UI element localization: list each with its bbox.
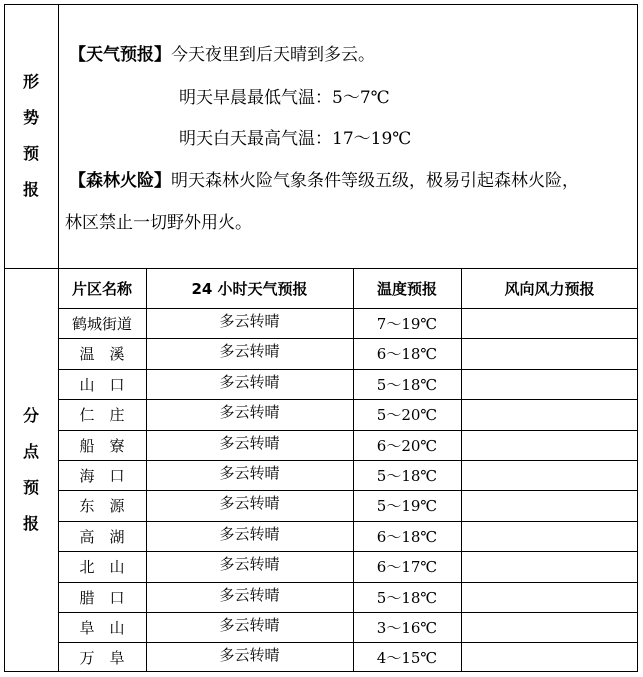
row-weather: 多云转晴 [219, 342, 280, 360]
situation-label-char: 预 [22, 144, 39, 163]
row-wind [461, 490, 638, 520]
header-area-name: 片区名称 [71, 279, 132, 298]
row-wind [461, 521, 638, 551]
row-wind [461, 430, 638, 460]
forest-fire-line [69, 166, 579, 191]
points-section-label [4, 268, 58, 672]
forest-fire-text: 明天森林火险气象条件等级五级，极易引起森林火险， [171, 171, 579, 191]
points-label-char: 报 [22, 514, 39, 533]
row-weather: 多云转晴 [219, 434, 280, 452]
row-weather: 多云转晴 [219, 373, 280, 391]
row-weather: 多云转晴 [219, 494, 280, 512]
points-label-char: 预 [22, 478, 39, 497]
situation-label-char: 势 [22, 108, 39, 127]
row-area-name: 山 口 [79, 375, 125, 394]
row-temperature: 7～19℃ [376, 314, 438, 333]
min-temperature-line: 明天早晨最低气温：5～7℃ [179, 88, 390, 108]
forest-fire-tag: 【森林火险】 [69, 171, 171, 191]
row-temperature: 5～20℃ [376, 405, 438, 424]
row-weather: 多云转晴 [219, 555, 280, 573]
row-temperature: 5～18℃ [376, 466, 438, 485]
row-area-name: 船 寮 [79, 436, 125, 455]
row-weather: 多云转晴 [219, 525, 280, 543]
row-area-name: 万 阜 [79, 648, 125, 667]
row-wind [461, 369, 638, 399]
row-wind [461, 399, 638, 429]
row-area-name: 腊 口 [79, 588, 125, 607]
row-weather: 多云转晴 [219, 646, 280, 664]
row-temperature: 6～18℃ [376, 344, 438, 363]
row-weather: 多云转晴 [219, 586, 280, 604]
row-area-name: 高 湖 [79, 527, 125, 546]
header-temperature: 温度预报 [376, 279, 437, 298]
situation-label-char: 报 [22, 180, 39, 199]
row-weather: 多云转晴 [219, 616, 280, 634]
weather-forecast-tag: 【天气预报】 [69, 45, 171, 65]
row-wind [461, 582, 638, 612]
header-24h-weather: 24 小时天气预报 [191, 279, 308, 298]
situation-section-label [4, 4, 58, 268]
points-label-char: 分 [22, 406, 39, 425]
points-label-char: 点 [22, 442, 39, 461]
row-weather: 多云转晴 [219, 403, 280, 421]
row-area-name: 鹤城街道 [71, 314, 132, 333]
row-temperature: 6～17℃ [376, 557, 438, 576]
row-temperature: 3～16℃ [376, 618, 438, 637]
situation-summary [58, 4, 638, 268]
row-temperature: 6～20℃ [376, 436, 438, 455]
row-wind [461, 642, 638, 672]
weather-forecast-line [69, 40, 375, 65]
header-wind: 风向风力预报 [504, 279, 595, 298]
row-area-name: 海 口 [79, 466, 125, 485]
row-area-name: 仁 庄 [79, 405, 125, 424]
situation-label-char: 形 [22, 72, 39, 91]
row-area-name: 阜 山 [79, 618, 125, 637]
row-area-name: 东 源 [79, 496, 125, 515]
row-temperature: 6～18℃ [376, 527, 438, 546]
row-area-name: 温 溪 [79, 344, 125, 363]
max-temperature-line: 明天白天最高气温：17～19℃ [179, 129, 412, 149]
row-temperature: 5～18℃ [376, 375, 438, 394]
row-wind [461, 551, 638, 581]
row-weather: 多云转晴 [219, 464, 280, 482]
row-wind [461, 612, 638, 642]
row-wind [461, 338, 638, 368]
row-wind [461, 308, 638, 338]
row-wind [461, 460, 638, 490]
row-temperature: 5～18℃ [376, 588, 438, 607]
row-temperature: 5～19℃ [376, 496, 438, 515]
row-area-name: 北 山 [79, 557, 125, 576]
row-temperature: 4～15℃ [376, 648, 438, 667]
weather-forecast-text: 今天夜里到后天晴到多云。 [171, 45, 375, 65]
row-weather: 多云转晴 [219, 312, 280, 330]
forest-fire-line-2: 林区禁止一切野外用火。 [65, 213, 252, 233]
